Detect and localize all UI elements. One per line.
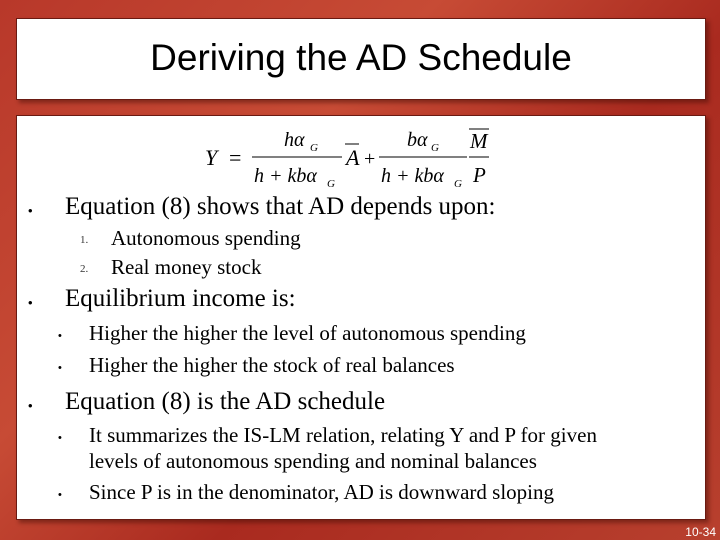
bullet-2-text: Equilibrium income is: [65, 285, 296, 312]
sub-bullet-icon: • [58, 432, 62, 444]
sub-bullet-icon: • [58, 330, 62, 342]
svg-text:=: = [229, 145, 242, 170]
bullet-1-item-1: Autonomous spending [111, 226, 301, 250]
content-box [16, 115, 706, 520]
bullet-3-item-1: It summarizes the IS-LM relation, relating Y and P for given [89, 423, 597, 447]
sub-bullet-icon: • [58, 489, 62, 501]
bullet-2-item-2: Higher the higher the stock of real balances [89, 353, 455, 377]
bullet-1-item-2: Real money stock [111, 255, 262, 279]
svg-text:G: G [310, 142, 318, 154]
bullet-3-item-2: Since P is in the denominator, AD is downward sloping [89, 480, 555, 504]
eq-autonomous-spending: A [346, 145, 360, 170]
eq-term1-den: h + kbα [254, 165, 317, 187]
bullet-3-item-1-cont: levels of autonomous spending and nominal balances [89, 449, 537, 473]
svg-text:G: G [431, 142, 439, 154]
eq-term2-den: h + kbα [381, 165, 444, 187]
svg-text:+: + [364, 148, 376, 170]
eq-term2-num: bα [407, 129, 428, 151]
bullet-icon: • [28, 295, 33, 310]
svg-text:G: G [454, 178, 462, 190]
bullet-2-item-1: Higher the higher the level of autonomous spending [89, 321, 526, 345]
slide-number: 10-34 [685, 525, 716, 539]
svg-text:G: G [327, 178, 335, 190]
title-box [16, 18, 706, 100]
eq-term1-num: hα [284, 129, 305, 151]
bullet-icon: • [28, 398, 33, 413]
ad-equation [205, 122, 507, 192]
slide-title: Deriving the AD Schedule [150, 37, 572, 78]
eq-price: P [473, 163, 486, 187]
list-marker: 2. [80, 263, 89, 275]
list-marker: 1. [80, 234, 89, 246]
sub-bullet-icon: • [58, 362, 62, 374]
eq-lhs: Y [205, 145, 218, 170]
eq-money: M [470, 129, 488, 153]
bullet-icon: • [28, 203, 33, 218]
bullet-1-text: Equation (8) shows that AD depends upon: [65, 193, 496, 220]
bullet-3-text: Equation (8) is the AD schedule [65, 388, 386, 415]
